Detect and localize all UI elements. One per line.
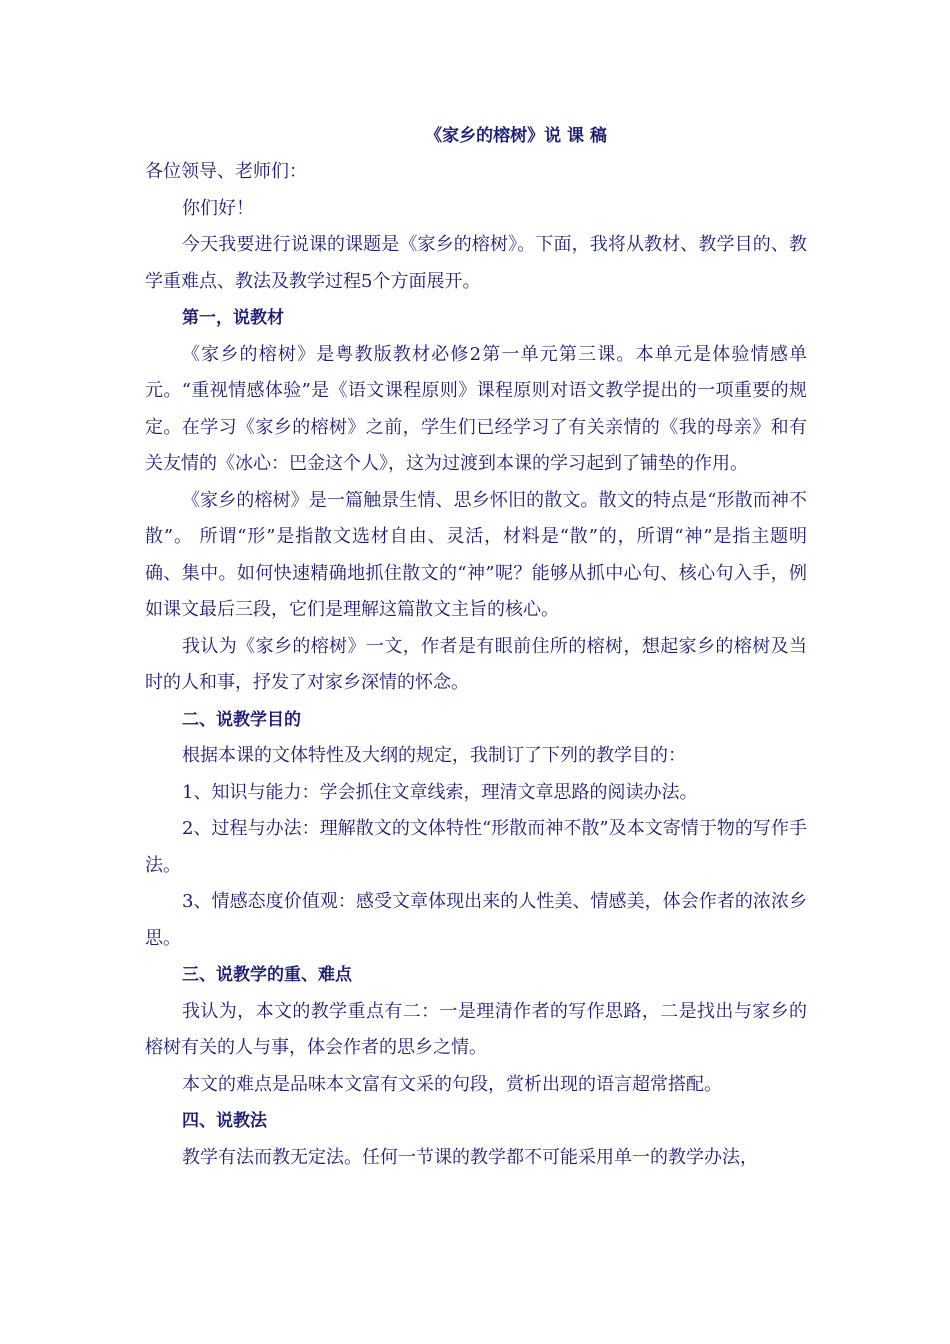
paragraph: 教学有法而教无定法。任何一节课的教学都不可能采用单一的教学办法，	[182, 1146, 758, 1168]
paragraph: 《家乡的榕树》是一篇触景生情、思乡怀旧的散文。散文的特点是“形散而神不散”。 所谓“形”是指散文选材自由、灵活，材料是“散”的，所谓“神”是指主题明确、集中。如何快速精确地抓住散文的“神”呢？能够从抓中心句、核心句入手，例如课文最后三段，它们是理解这篇散文主旨的核心。	[145, 489, 807, 620]
intro-paragraph: 今天我要进行说课的课题是《家乡的榕树》。下面，我将从教材、教学目的、教学重难点、教法及教学过程5个方面展开。	[145, 234, 807, 292]
objective-item: 3、情感态度价值观：感受文章体现出来的人性美、情感美，体会作者的浓浓乡思。	[145, 891, 807, 949]
section-heading-textbook: 第一，说教材	[182, 308, 284, 328]
objective-item: 1、知识与能力：学会抓住文章线索，理清文章思路的阅读办法。	[182, 781, 698, 803]
paragraph: 《家乡的榕树》是粤教版教材必修2第一单元第三课。本单元是体验情感单元。“重视情感体验”是《语文课程原则》课程原则对语文教学提出的一项重要的规定。在学习《家乡的榕树》之前，学生们已经学习了有关亲情的《我的母亲》和有关友情的《冰心：巴金这个人》，这为过渡到本课的学习起到了铺垫的作用。	[145, 343, 807, 474]
document-page	[145, 118, 807, 1176]
greeting: 各位领导、老师们：	[145, 161, 307, 182]
section-heading-key-points: 三、说教学的重、难点	[182, 965, 352, 985]
document-title: 《家乡的榕树》说 课 稿	[425, 126, 607, 146]
section-heading-methods: 四、说教法	[182, 1111, 267, 1131]
paragraph: 本文的难点是品味本文富有文采的句段，赏析出现的语言超常搭配。	[182, 1073, 722, 1095]
paragraph: 我认为《家乡的榕树》一文，作者是有眼前住所的榕树，想起家乡的榕树及当时的人和事，抒发了对家乡深情的怀念。	[145, 635, 807, 693]
section-heading-objectives: 二、说教学目的	[182, 709, 301, 730]
objective-item: 2、过程与办法：理解散文的文体特性“形散而神不散”及本文寄情于物的写作手法。	[145, 818, 807, 876]
paragraph: 我认为，本文的教学重点有二：一是理清作者的写作思路，二是找出与家乡的榕树有关的人与事，体会作者的思乡之情。	[145, 1000, 807, 1058]
paragraph: 根据本课的文体特性及大纲的规定，我制订了下列的教学目的：	[182, 745, 686, 766]
salutation: 你们好！	[182, 197, 254, 219]
